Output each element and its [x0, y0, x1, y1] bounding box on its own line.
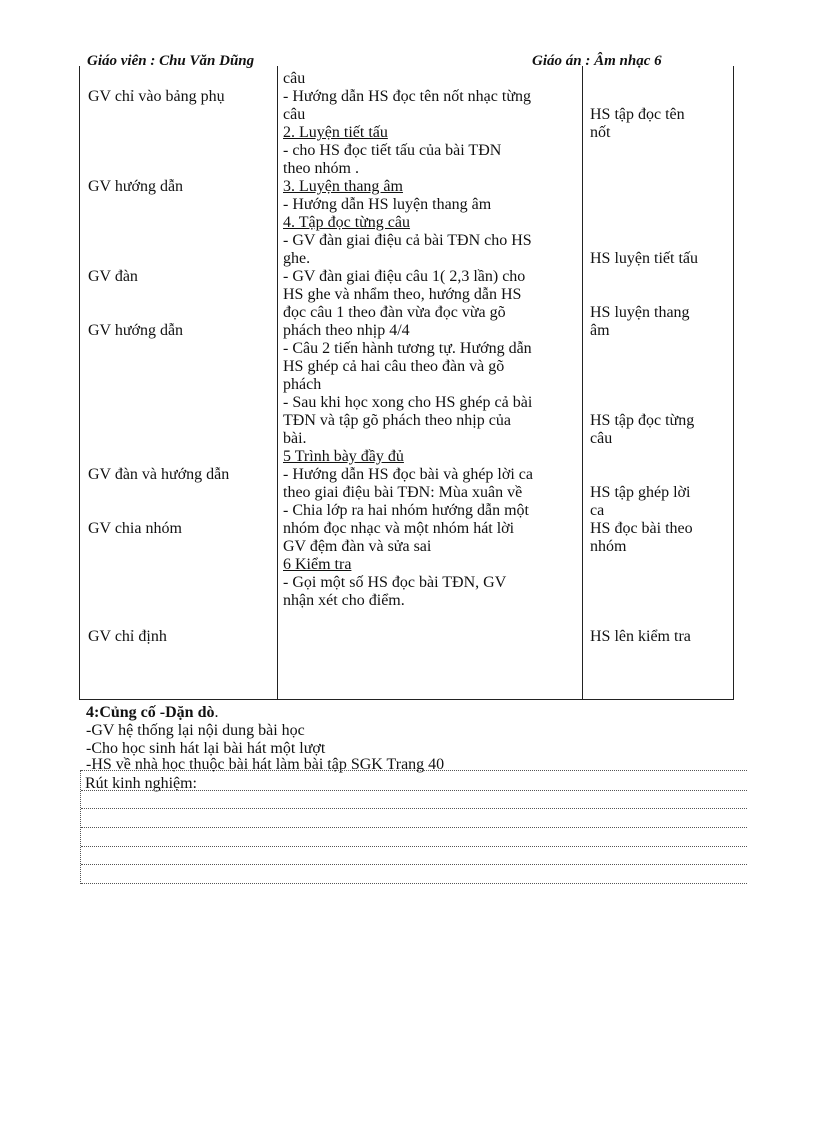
student-activity: HS luyện thang	[590, 304, 690, 321]
content-line: - Câu 2 tiến hành tương tự. Hướng dẫn	[283, 340, 532, 357]
notes-label: Rút kinh nghiệm:	[85, 775, 197, 792]
content-line: đọc câu 1 theo đàn vừa đọc vừa gõ	[283, 304, 506, 321]
content-line: nhóm đọc nhạc và một nhóm hát lời	[283, 520, 515, 537]
content-line: theo nhóm .	[283, 160, 359, 177]
content-line: TĐN và tập gõ phách theo nhịp của	[283, 412, 511, 429]
student-activity: HS luyện tiết tấu	[590, 250, 698, 267]
student-activity: HS tập đọc tên	[590, 106, 685, 123]
section-heading: 4. Tập đọc từng câu	[283, 214, 411, 231]
content-line: ghe.	[283, 250, 311, 267]
teacher-activity-column	[80, 66, 278, 700]
teacher-action: GV chia nhóm	[88, 520, 182, 537]
content-line: câu	[283, 70, 306, 87]
closing-item: -HS về nhà học thuộc bài hát làm bài tập SGK Trang 40	[86, 756, 445, 773]
content-line: - GV đàn giai điệu cả bài TĐN cho HS	[283, 232, 532, 249]
student-activity: HS tập ghép lời	[590, 484, 691, 501]
dotted-line	[81, 827, 747, 828]
closing-heading: 4:Củng cố -Dặn dò	[86, 704, 215, 721]
dotted-line	[81, 790, 747, 791]
student-activity: câu	[590, 430, 613, 447]
content-line: câu	[283, 106, 306, 123]
closing-item: -Cho học sinh hát lại bài hát một lượt	[86, 740, 326, 757]
content-line: - Chia lớp ra hai nhóm hướng dẫn một	[283, 502, 529, 519]
dotted-line	[81, 883, 747, 884]
teacher-action: GV chỉ vào bảng phụ	[88, 88, 225, 105]
closing-heading-end: .	[214, 704, 219, 721]
content-line: - Sau khi học xong cho HS ghép cả bài	[283, 394, 533, 411]
lesson-plan-table	[79, 66, 734, 700]
content-line: GV đệm đàn và sửa sai	[283, 538, 432, 555]
notes-box	[80, 770, 747, 884]
content-line: - Hướng dẫn HS đọc bài và ghép lời ca	[283, 466, 533, 483]
section-heading: 6 Kiểm tra	[283, 556, 352, 573]
content-line: HS ghép cả hai câu theo đàn và gõ	[283, 358, 505, 375]
content-line: phách	[283, 376, 322, 393]
content-line: - Hướng dẫn HS luyện thang âm	[283, 196, 492, 213]
content-line: theo giai điệu bài TĐN: Mùa xuân về	[283, 484, 523, 501]
teacher-action: GV đàn	[88, 268, 138, 285]
content-line: phách theo nhịp 4/4	[283, 322, 410, 339]
section-heading: 2. Luyện tiết tấu	[283, 124, 388, 141]
student-activity: HS tập đọc từng	[590, 412, 695, 429]
dotted-line	[81, 808, 747, 809]
section-heading: 5 Trình bày đầy đủ	[283, 448, 404, 465]
dotted-line	[81, 864, 747, 865]
dotted-line	[81, 846, 747, 847]
teacher-action: GV hướng dẫn	[88, 178, 184, 195]
closing-item: -GV hệ thống lại nội dung bài học	[86, 722, 305, 739]
student-activity: nốt	[590, 124, 611, 141]
teacher-action: GV chỉ định	[88, 628, 167, 645]
dotted-line	[81, 770, 747, 771]
teacher-action: GV hướng dẫn	[88, 322, 184, 339]
content-line: - GV đàn giai điệu câu 1( 2,3 lần) cho	[283, 268, 526, 285]
student-activity-column	[583, 66, 734, 700]
student-activity: HS lên kiểm tra	[590, 628, 691, 645]
content-line: - cho HS đọc tiết tấu của bài TĐN	[283, 142, 502, 159]
content-column	[278, 66, 583, 700]
student-activity: HS đọc bài theo	[590, 520, 693, 537]
table-row	[80, 66, 734, 700]
content-line: - Hướng dẫn HS đọc tên nốt nhạc từng	[283, 88, 531, 105]
closing-heading-line	[86, 704, 218, 722]
content-line: bài.	[283, 430, 307, 447]
content-line: - Gọi một số HS đọc bài TĐN, GV	[283, 574, 507, 591]
teacher-name: Giáo viên : Chu Văn Dũng	[87, 53, 255, 69]
subject-title: Giáo án : Âm nhạc 6	[532, 53, 662, 69]
student-activity: ca	[590, 502, 605, 519]
section-heading: 3. Luyện thang âm	[283, 178, 403, 195]
teacher-action: GV đàn và hướng dẫn	[88, 466, 230, 483]
content-line: HS ghe và nhẩm theo, hướng dẫn HS	[283, 286, 522, 303]
content-line: nhận xét cho điểm.	[283, 592, 405, 609]
student-activity: âm	[590, 322, 610, 339]
student-activity: nhóm	[590, 538, 627, 555]
